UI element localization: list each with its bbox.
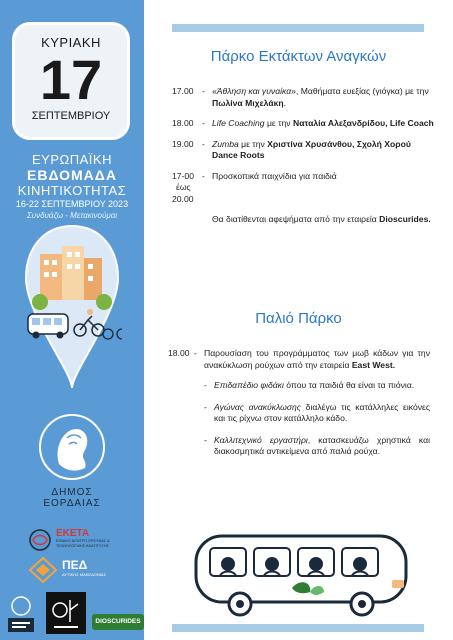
municipality-name-line-2: ΕΟΡΔΑΙΑΣ xyxy=(43,498,101,509)
municipality-logo xyxy=(30,412,114,508)
week-line-2: ΕΒΔΟΜΑΔΑ xyxy=(27,167,117,183)
municipality-name-line-1: ΔΗΜΟΣ xyxy=(51,487,93,498)
sports-club-logo-icon xyxy=(4,592,38,634)
ped-abbr: ΠΕΔ xyxy=(62,558,88,572)
dance-school-logo-icon xyxy=(46,592,86,634)
schedule-item xyxy=(172,171,434,206)
ped-full-name: ΔΥΤΙΚΗΣ ΜΑΚΕΔΟΝΙΑΣ xyxy=(62,572,106,577)
top-divider xyxy=(172,24,424,32)
item-time-range: 17-00 έως 20.00 xyxy=(172,170,194,204)
sub-activity: - Αγώνας ανακύκλωσης διαλέγω τις κατάλληλες εικόνες και τις ρίχνω στον κατάλληλο κάδο. xyxy=(204,401,430,423)
bus-illustration xyxy=(186,522,426,622)
park-2-title: Παλιό Πάρκο xyxy=(255,310,342,327)
week-dates: 16-22 ΣΕΠΤΕΜΒΡΙΟΥ 2023 xyxy=(15,199,129,209)
item-time: 17.00 xyxy=(172,86,194,96)
alexander-head-icon xyxy=(37,412,107,482)
program-content xyxy=(144,0,453,640)
item-text: Zumba με την Χριστίνα Χρυσάνθου, Σχολή Χορού Dance Roots xyxy=(212,138,411,160)
date-box xyxy=(12,22,130,140)
map-pin-illustration xyxy=(22,222,122,392)
park-1-title: Πάρκο Εκτάκτων Αναγκών xyxy=(210,48,387,65)
item-dash: - xyxy=(202,170,205,181)
week-line-1: ΕΥΡΩΠΑΪΚΗ xyxy=(32,152,112,167)
schedule-item xyxy=(168,348,430,371)
item-dash: - xyxy=(202,138,205,149)
item-dash: - xyxy=(202,118,205,128)
schedule-item xyxy=(172,139,434,162)
date-number: 17 xyxy=(39,48,103,111)
date-day: ΚΥΡΙΑΚΗ xyxy=(41,35,101,50)
sub-activity-text: Αγώνας ανακύκλωσης διαλέγω τις κατάλληλες εικόνες και τις ρίχνω στον κατάλληλο κάδο. xyxy=(214,401,430,423)
date-month: ΣΕΠΤΕΜΒΡΙΟΥ xyxy=(31,110,111,122)
ped-emblem-icon xyxy=(28,556,58,584)
ped-logo xyxy=(28,556,138,586)
item-text: Παρουσίαση του προγράμματος των μωβ κάδων για την ανακύκλωση ρούχων από την εταιρεία East West. xyxy=(204,348,430,370)
item-time: 19.00 xyxy=(172,138,194,149)
sub-activity-text: Επιδαπέδιο φιδάκι όπου τα παιδιά θα είναι τα πιόνια. xyxy=(214,380,415,390)
partner-logos xyxy=(4,592,144,636)
item-text: Προσκοπικά παιχνίδια για παιδιά xyxy=(212,170,337,181)
eketa-emblem-icon xyxy=(28,528,52,552)
item-time: 18.00 xyxy=(168,348,190,358)
mobility-week-title xyxy=(0,152,144,220)
eketa-abbr: ΕΚΕΤΑ xyxy=(56,528,90,539)
schedule-item xyxy=(172,118,434,130)
item-dash: - xyxy=(202,86,205,96)
week-line-3: ΚΙΝΗΤΙΚΟΤΗΤΑΣ xyxy=(17,183,127,198)
dioscurides-logo: DIOSCURIDES xyxy=(92,614,144,630)
eketa-full-name: ΕΘΝΙΚΟ ΚΕΝΤΡΟ ΕΡΕΥΝΑΣ & ΤΕΧΝΟΛΟΓΙΚΗΣ ΑΝΑΠΤΥΞΗΣ xyxy=(56,539,110,548)
item-text: «Άθληση και γυναίκα», Μαθήματα ευεξίας (γιόγκα) με την Πωλίνα Μιχελάκη. xyxy=(212,86,429,108)
sub-activity: - Καλλιτεχνικό εργαστήρι, κατασκευάζω χρηστικά και διακοσμητικά αντικείμενα από παλιά ρούχα. xyxy=(204,434,430,456)
sub-activity: - Επιδαπέδιο φιδάκι όπου τα παιδιά θα είναι τα πιόνια. xyxy=(204,380,430,392)
park-2-schedule xyxy=(168,348,430,468)
park-1-schedule xyxy=(172,86,434,226)
bottom-divider xyxy=(172,624,424,632)
item-time: 18.00 xyxy=(172,118,194,128)
item-text: Life Coaching με την Ναταλία Αλεξανδρίδου, Life Coach xyxy=(212,118,434,128)
item-dash: - xyxy=(194,348,197,358)
eketa-logo xyxy=(28,528,138,552)
sidebar xyxy=(0,0,144,640)
week-slogan: Συνδυάζω - Μετακινούμαι xyxy=(26,211,118,220)
schedule-item xyxy=(172,86,434,109)
refreshments-note: Θα διατίθενται αφεψήματα από την εταιρεία Dioscurides. xyxy=(212,214,431,224)
sub-activity-text: Καλλιτεχνικό εργαστήρι, κατασκευάζω χρηστικά και διακοσμητικά αντικείμενα από παλιά ρούχα. xyxy=(214,434,430,456)
